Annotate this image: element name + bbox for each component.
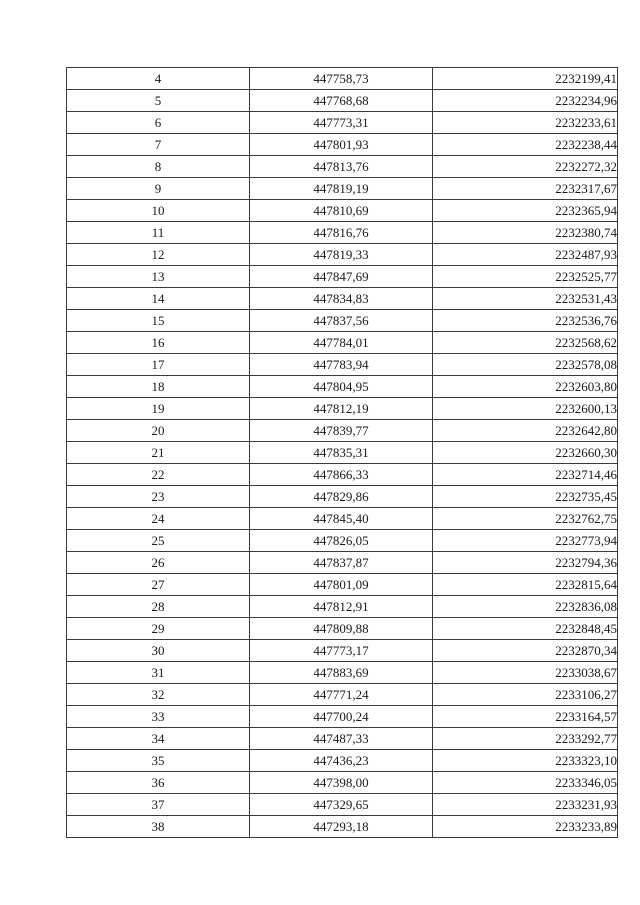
y-coordinate-cell: 2232531,43 (433, 288, 618, 310)
x-coordinate-cell: 447834,83 (250, 288, 433, 310)
point-number-cell: 10 (67, 200, 250, 222)
table-row (67, 486, 618, 508)
x-coordinate-cell: 447398,00 (250, 772, 433, 794)
x-coordinate-cell: 447700,24 (250, 706, 433, 728)
x-coordinate-cell: 447837,56 (250, 310, 433, 332)
y-coordinate-cell: 2233038,67 (433, 662, 618, 684)
table-row (67, 266, 618, 288)
y-coordinate-cell: 2232815,64 (433, 574, 618, 596)
point-number-cell: 8 (67, 156, 250, 178)
y-coordinate-cell: 2232568,62 (433, 332, 618, 354)
point-number-cell: 35 (67, 750, 250, 772)
table-row (67, 310, 618, 332)
table-row (67, 156, 618, 178)
x-coordinate-cell: 447839,77 (250, 420, 433, 442)
table-row (67, 728, 618, 750)
x-coordinate-cell: 447812,91 (250, 596, 433, 618)
x-coordinate-cell: 447771,24 (250, 684, 433, 706)
table-row (67, 68, 618, 90)
point-number-cell: 33 (67, 706, 250, 728)
table-row (67, 222, 618, 244)
x-coordinate-cell: 447436,23 (250, 750, 433, 772)
x-coordinate-cell: 447329,65 (250, 794, 433, 816)
point-number-cell: 25 (67, 530, 250, 552)
x-coordinate-cell: 447866,33 (250, 464, 433, 486)
table-row (67, 244, 618, 266)
x-coordinate-cell: 447784,01 (250, 332, 433, 354)
point-number-cell: 28 (67, 596, 250, 618)
y-coordinate-cell: 2232199,41 (433, 68, 618, 90)
table-row (67, 442, 618, 464)
table-row (67, 552, 618, 574)
point-number-cell: 7 (67, 134, 250, 156)
table-row (67, 816, 618, 838)
table-row (67, 684, 618, 706)
point-number-cell: 15 (67, 310, 250, 332)
x-coordinate-cell: 447801,09 (250, 574, 433, 596)
x-coordinate-cell: 447845,40 (250, 508, 433, 530)
table-row (67, 200, 618, 222)
y-coordinate-cell: 2232272,32 (433, 156, 618, 178)
y-coordinate-cell: 2232762,75 (433, 508, 618, 530)
y-coordinate-cell: 2232234,96 (433, 90, 618, 112)
table-row (67, 508, 618, 530)
y-coordinate-cell: 2232536,76 (433, 310, 618, 332)
point-number-cell: 36 (67, 772, 250, 794)
y-coordinate-cell: 2233323,10 (433, 750, 618, 772)
table-row (67, 354, 618, 376)
point-number-cell: 19 (67, 398, 250, 420)
point-number-cell: 24 (67, 508, 250, 530)
y-coordinate-cell: 2232836,08 (433, 596, 618, 618)
point-number-cell: 14 (67, 288, 250, 310)
x-coordinate-cell: 447773,17 (250, 640, 433, 662)
table-row (67, 750, 618, 772)
x-coordinate-cell: 447829,86 (250, 486, 433, 508)
table-row (67, 618, 618, 640)
table-row (67, 640, 618, 662)
x-coordinate-cell: 447883,69 (250, 662, 433, 684)
point-number-cell: 13 (67, 266, 250, 288)
point-number-cell: 9 (67, 178, 250, 200)
point-number-cell: 6 (67, 112, 250, 134)
y-coordinate-cell: 2232525,77 (433, 266, 618, 288)
x-coordinate-cell: 447826,05 (250, 530, 433, 552)
point-number-cell: 34 (67, 728, 250, 750)
x-coordinate-cell: 447293,18 (250, 816, 433, 838)
x-coordinate-cell: 447819,19 (250, 178, 433, 200)
point-number-cell: 17 (67, 354, 250, 376)
table-row (67, 706, 618, 728)
x-coordinate-cell: 447804,95 (250, 376, 433, 398)
x-coordinate-cell: 447773,31 (250, 112, 433, 134)
point-number-cell: 27 (67, 574, 250, 596)
y-coordinate-cell: 2232794,36 (433, 552, 618, 574)
point-number-cell: 29 (67, 618, 250, 640)
y-coordinate-cell: 2233292,77 (433, 728, 618, 750)
point-number-cell: 20 (67, 420, 250, 442)
y-coordinate-cell: 2233106,27 (433, 684, 618, 706)
table-row (67, 662, 618, 684)
x-coordinate-cell: 447768,68 (250, 90, 433, 112)
x-coordinate-cell: 447758,73 (250, 68, 433, 90)
y-coordinate-cell: 2232660,30 (433, 442, 618, 464)
x-coordinate-cell: 447835,31 (250, 442, 433, 464)
point-number-cell: 30 (67, 640, 250, 662)
table-row (67, 420, 618, 442)
y-coordinate-cell: 2232380,74 (433, 222, 618, 244)
x-coordinate-cell: 447837,87 (250, 552, 433, 574)
point-number-cell: 18 (67, 376, 250, 398)
table-row (67, 90, 618, 112)
table-row (67, 530, 618, 552)
y-coordinate-cell: 2232233,61 (433, 112, 618, 134)
x-coordinate-cell: 447801,93 (250, 134, 433, 156)
y-coordinate-cell: 2232578,08 (433, 354, 618, 376)
point-number-cell: 12 (67, 244, 250, 266)
point-number-cell: 21 (67, 442, 250, 464)
point-number-cell: 11 (67, 222, 250, 244)
x-coordinate-cell: 447816,76 (250, 222, 433, 244)
y-coordinate-cell: 2232238,44 (433, 134, 618, 156)
y-coordinate-cell: 2232773,94 (433, 530, 618, 552)
y-coordinate-cell: 2232642,80 (433, 420, 618, 442)
y-coordinate-cell: 2232365,94 (433, 200, 618, 222)
table-row (67, 112, 618, 134)
y-coordinate-cell: 2232317,67 (433, 178, 618, 200)
point-number-cell: 32 (67, 684, 250, 706)
point-number-cell: 5 (67, 90, 250, 112)
x-coordinate-cell: 447810,69 (250, 200, 433, 222)
table-row (67, 398, 618, 420)
y-coordinate-cell: 2232735,45 (433, 486, 618, 508)
x-coordinate-cell: 447812,19 (250, 398, 433, 420)
y-coordinate-cell: 2232848,45 (433, 618, 618, 640)
y-coordinate-cell: 2233233,89 (433, 816, 618, 838)
table-row (67, 376, 618, 398)
x-coordinate-cell: 447783,94 (250, 354, 433, 376)
table-row (67, 596, 618, 618)
coordinates-table-body (67, 68, 618, 838)
point-number-cell: 23 (67, 486, 250, 508)
table-row (67, 772, 618, 794)
x-coordinate-cell: 447847,69 (250, 266, 433, 288)
table-row (67, 178, 618, 200)
table-row (67, 794, 618, 816)
x-coordinate-cell: 447487,33 (250, 728, 433, 750)
coordinates-table (66, 67, 618, 838)
y-coordinate-cell: 2232600,13 (433, 398, 618, 420)
table-row (67, 332, 618, 354)
y-coordinate-cell: 2232714,46 (433, 464, 618, 486)
point-number-cell: 4 (67, 68, 250, 90)
table-row (67, 134, 618, 156)
point-number-cell: 37 (67, 794, 250, 816)
table-row (67, 288, 618, 310)
x-coordinate-cell: 447819,33 (250, 244, 433, 266)
y-coordinate-cell: 2232487,93 (433, 244, 618, 266)
point-number-cell: 31 (67, 662, 250, 684)
y-coordinate-cell: 2233346,05 (433, 772, 618, 794)
point-number-cell: 38 (67, 816, 250, 838)
y-coordinate-cell: 2232870,34 (433, 640, 618, 662)
x-coordinate-cell: 447813,76 (250, 156, 433, 178)
point-number-cell: 16 (67, 332, 250, 354)
y-coordinate-cell: 2233164,57 (433, 706, 618, 728)
y-coordinate-cell: 2232603,80 (433, 376, 618, 398)
table-row (67, 464, 618, 486)
point-number-cell: 26 (67, 552, 250, 574)
table-row (67, 574, 618, 596)
x-coordinate-cell: 447809,88 (250, 618, 433, 640)
point-number-cell: 22 (67, 464, 250, 486)
y-coordinate-cell: 2233231,93 (433, 794, 618, 816)
